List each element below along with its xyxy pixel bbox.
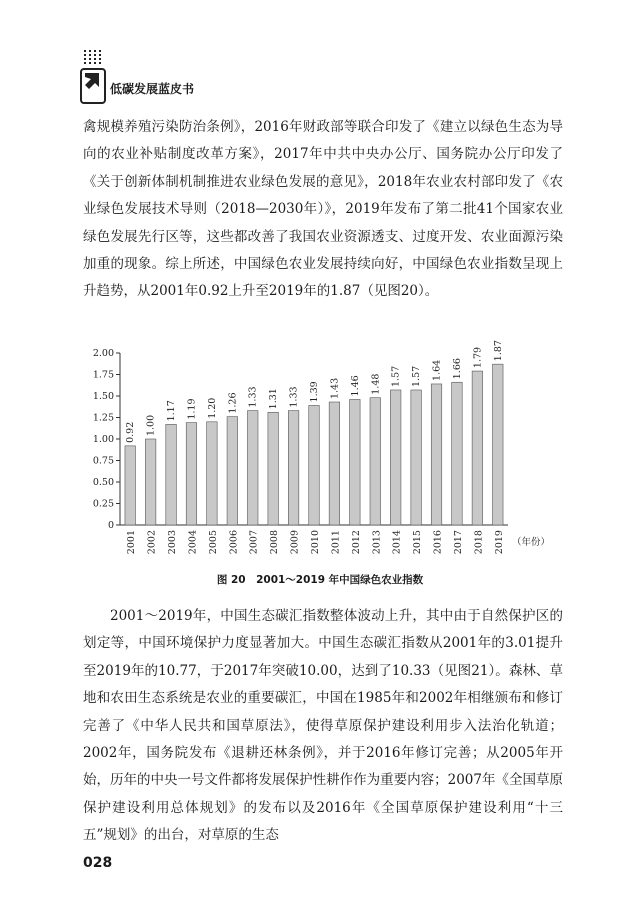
bar-value-label: 1.48 (370, 373, 382, 395)
bar-value-label: 1.57 (390, 365, 402, 387)
y-tick-label: 0.75 (92, 455, 114, 467)
bar (493, 364, 504, 525)
chart-figure-20 (90, 338, 550, 560)
bar (370, 398, 381, 525)
y-tick-label: 0.50 (92, 477, 114, 488)
x-tick-label: 2015 (412, 530, 424, 555)
x-tick-label: 2002 (146, 530, 158, 555)
bar-value-label: 1.46 (349, 375, 361, 397)
bar (247, 411, 258, 525)
y-tick-label: 1.00 (92, 434, 114, 445)
bar (288, 411, 299, 525)
x-axis-label: （年份） (512, 537, 550, 548)
bar-value-label: 1.87 (492, 340, 504, 362)
bar-chart (90, 338, 550, 556)
y-tick-label: 1.25 (92, 412, 114, 424)
x-tick-label: 2010 (310, 530, 321, 555)
bar-value-label: 1.33 (288, 386, 300, 408)
bar-value-label: 0.92 (125, 421, 137, 443)
header-logo (80, 50, 106, 110)
x-tick-label: 2017 (452, 530, 464, 555)
x-tick-label: 2005 (207, 530, 219, 555)
x-tick-label: 2009 (289, 530, 301, 555)
y-tick-label: 0.25 (92, 498, 114, 510)
bar (350, 399, 361, 525)
x-tick-label: 2014 (391, 530, 403, 555)
bar (166, 424, 177, 525)
bar (227, 417, 238, 525)
x-tick-label: 2003 (167, 530, 179, 555)
page-number: 028 (83, 855, 113, 871)
bar-value-label: 1.00 (145, 414, 157, 436)
bar (186, 423, 197, 525)
bar (207, 422, 218, 525)
x-tick-label: 2012 (350, 530, 362, 555)
bar-value-label: 1.57 (411, 365, 423, 387)
bar (125, 446, 136, 525)
x-tick-label: 2004 (187, 530, 199, 555)
x-tick-label: 2013 (371, 530, 383, 555)
bar (309, 405, 320, 525)
bar-value-label: 1.17 (166, 400, 178, 422)
y-tick-label: 0 (107, 520, 114, 531)
bar-value-label: 1.79 (472, 346, 484, 369)
x-tick-label: 2008 (269, 530, 281, 555)
bar-value-label: 1.19 (186, 398, 198, 420)
x-tick-label: 2016 (432, 530, 444, 555)
bar-value-label: 1.66 (451, 358, 463, 380)
x-tick-label: 2006 (228, 530, 240, 555)
bar (268, 412, 279, 525)
bar-value-label: 1.31 (268, 388, 280, 410)
bar-value-label: 1.64 (431, 359, 443, 381)
bar (411, 390, 422, 525)
bar (452, 382, 463, 525)
bar (329, 402, 340, 525)
book-corner-arrow-icon (80, 50, 106, 106)
figure-caption: 图 20 2001～2019 年中国绿色农业指数 (216, 574, 424, 586)
bar-value-label: 1.33 (247, 386, 259, 408)
y-tick-label: 1.75 (92, 369, 114, 381)
bar (390, 390, 401, 525)
y-tick-label: 1.50 (92, 391, 114, 402)
y-tick-label: 2.00 (92, 348, 114, 359)
bar (145, 439, 156, 525)
bar-value-label: 1.39 (309, 381, 320, 403)
x-tick-label: 2007 (248, 530, 260, 555)
x-tick-label: 2011 (330, 530, 342, 555)
bar (431, 384, 442, 525)
bar-value-label: 1.43 (329, 377, 341, 400)
bar-value-label: 1.20 (206, 397, 218, 419)
body-paragraph-2: 2001～2019年，中国生态碳汇指数整体波动上升，其中由于自然保护区的划定等，中国环境保护力度显著加大。中国生态碳汇指数从2001年的3.01提升至2019年的10.77，于2017年突破10.00，达到了10.33（见图21）。森林、草地和农田生态系统是农业的重要碳汇，中国在1985年和2002年相继颁布和修订完善了《中华人民共和国草原法》，使得草原保护建设利用步入法治化轨道；2002年，国务院发布《退耕还林条例》，并于2016年修订完善；从2005年开始，历年的中央一号文件都将发展保护性耕作作为重要内容；2007年《全国草原保护建设利用总体规划》的发布以及2016年《全国草原保护建设利用“十三五”规划》的出台，对草原的生态 (83, 608, 563, 844)
body-paragraph-1: 禽规模养殖污染防治条例》，2016年财政部等联合印发了《建立以绿色生态为导向的农业补贴制度改革方案》，2017年中共中央办公厅、国务院办公厅印发了《关于创新体制机制推进农业绿色发展的意见》，2018年农业农村部印发了《农业绿色发展技术导则（2018—2030年）》，2019年发布了第二批41个国家农业绿色发展先行区等，这些都改善了我国农业资源透支、过度开发、农业面源污染加重的现象。综上所述，中国绿色农业发展持续向好，中国绿色农业指数呈现上升趋势，从2001年0.92上升至2019年的1.87（见图20）。 (83, 119, 563, 300)
x-tick-label: 2001 (126, 530, 138, 555)
bar-value-label: 1.26 (227, 392, 239, 414)
x-tick-label: 2018 (473, 530, 485, 555)
bar (472, 371, 483, 525)
header-title: 低碳发展蓝皮书 (110, 82, 195, 96)
x-tick-label: 2019 (493, 530, 505, 555)
